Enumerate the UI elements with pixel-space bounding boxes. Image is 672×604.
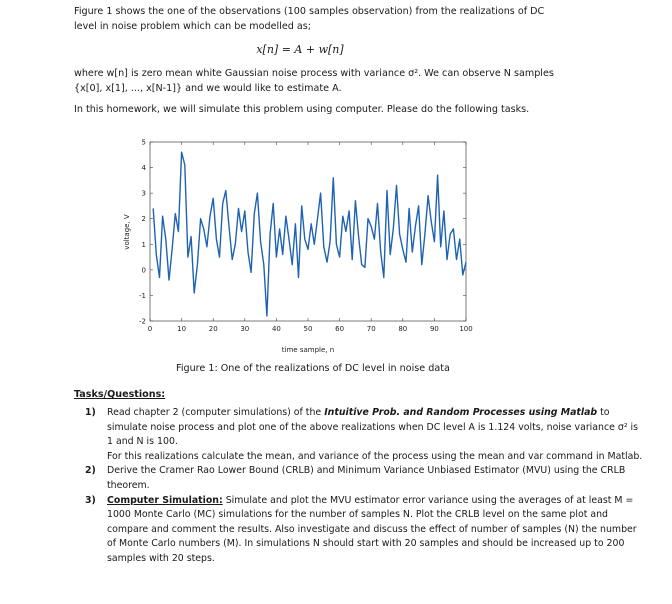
- task-3-label: Computer Simulation:: [107, 494, 223, 506]
- task-3-number: 3): [85, 494, 96, 506]
- data-point: [169, 280, 170, 281]
- x-tick-label: 50: [303, 325, 313, 333]
- data-point: [453, 229, 454, 230]
- data-point: [371, 226, 372, 227]
- data-point: [298, 277, 299, 278]
- y-tick-label: 3: [141, 189, 146, 198]
- data-point: [311, 224, 312, 225]
- data-point: [396, 185, 397, 186]
- data-point: [213, 198, 214, 199]
- x-tick-label: 40: [271, 325, 281, 333]
- task-1-text-c: For this realizations calculate the mean, and variance of the process using the mean and var command in Matlab.: [107, 450, 643, 462]
- data-point: [197, 264, 198, 265]
- data-point: [191, 236, 192, 237]
- data-point: [292, 264, 293, 265]
- task-1-text-a: Read chapter 2 (computer simulations) of the: [107, 407, 325, 418]
- data-point: [384, 277, 385, 278]
- task-list: [85, 406, 645, 567]
- data-point: [248, 252, 249, 253]
- data-point: [175, 213, 176, 214]
- data-point: [286, 216, 287, 217]
- task-1: [85, 406, 645, 464]
- data-point: [444, 211, 445, 212]
- data-point: [418, 206, 419, 207]
- x-tick-label: 60: [335, 325, 345, 333]
- data-point: [387, 190, 388, 191]
- y-tick-label: 0: [141, 266, 146, 275]
- data-point: [308, 249, 309, 250]
- data-point: [216, 239, 217, 240]
- data-point: [254, 213, 255, 214]
- data-point: [207, 247, 208, 248]
- task-1-text-b: to simulate noise process and plot one of the above realizations when DC level A is 1.124 volts, noise variance σ² is 1 and N is 100.: [107, 407, 639, 448]
- data-point: [295, 224, 296, 225]
- data-point: [260, 241, 261, 242]
- y-tick-label: 2: [141, 215, 146, 224]
- data-point: [327, 262, 328, 263]
- data-point: [222, 203, 223, 204]
- data-point: [437, 175, 438, 176]
- data-point: [320, 193, 321, 194]
- data-point: [235, 244, 236, 245]
- data-point: [314, 244, 315, 245]
- intro-line-3: where w[n] is zero mean white Gaussian noise process with variance σ². We can observe N samples: [74, 68, 554, 79]
- task-2: [85, 464, 645, 493]
- data-point: [459, 239, 460, 240]
- data-point: [450, 234, 451, 235]
- data-point: [355, 201, 356, 202]
- x-tick-label: 20: [208, 325, 218, 333]
- data-point: [406, 262, 407, 263]
- data-point: [403, 249, 404, 250]
- data-point: [368, 218, 369, 219]
- data-point: [440, 247, 441, 248]
- data-point: [301, 206, 302, 207]
- data-point: [156, 254, 157, 255]
- data-point: [159, 277, 160, 278]
- data-point: [166, 239, 167, 240]
- data-point: [466, 262, 467, 263]
- data-point: [374, 239, 375, 240]
- data-point: [339, 257, 340, 258]
- figure-1-chart: [118, 134, 478, 359]
- task-1-book-title: Intuitive Prob. and Random Processes using Matlab: [324, 407, 598, 418]
- data-point: [289, 239, 290, 240]
- data-point: [185, 165, 186, 166]
- data-point: [264, 264, 265, 265]
- intro-line-2: level in noise problem which can be modelled as;: [74, 21, 311, 32]
- data-point: [210, 216, 211, 217]
- data-point: [412, 252, 413, 253]
- data-point: [431, 221, 432, 222]
- data-point: [241, 231, 242, 232]
- data-point: [428, 195, 429, 196]
- data-point: [365, 267, 366, 268]
- data-point: [415, 226, 416, 227]
- data-point: [333, 178, 334, 179]
- data-point: [279, 229, 280, 230]
- y-tick-label: 5: [141, 138, 146, 147]
- data-point: [317, 218, 318, 219]
- data-point: [270, 234, 271, 235]
- data-point: [257, 193, 258, 194]
- data-point: [349, 211, 350, 212]
- data-point: [238, 208, 239, 209]
- data-point: [463, 275, 464, 276]
- data-point: [219, 257, 220, 258]
- data-point: [447, 259, 448, 260]
- data-point: [305, 239, 306, 240]
- task-2-text: Derive the Cramer Rao Lower Bound (CRLB) and Minimum Variance Unbiased Estimator (MVU) using the CRLB theorem.: [107, 465, 626, 491]
- task-3-text: Simulate and plot the MVU estimator error variance using the averages of at least M = 1000 Monte Carlo (MC) simulations for the number of samples N. Plot the CRLB level on the same plot and compare and comment the results. Also investigate and discuss the effect of number of samples (N) the number of Monte Carlo numbers (M). In simulations N should start with 20 samples and should be increased up to 200 samples with 20 steps.: [107, 494, 637, 564]
- data-point: [343, 216, 344, 217]
- data-point: [324, 247, 325, 248]
- tasks-heading: Tasks/Questions:: [74, 389, 166, 400]
- data-point: [276, 257, 277, 258]
- data-point: [425, 234, 426, 235]
- data-point: [273, 203, 274, 204]
- data-point: [399, 234, 400, 235]
- data-point: [346, 231, 347, 232]
- data-point: [282, 254, 283, 255]
- x-tick-label: 30: [240, 325, 250, 333]
- data-point: [330, 241, 331, 242]
- data-point: [336, 244, 337, 245]
- y-axis-label: voltage, V: [123, 214, 131, 250]
- data-point: [226, 190, 227, 191]
- x-tick-label: 0: [147, 325, 153, 333]
- data-point: [380, 252, 381, 253]
- y-tick-label: 4: [141, 164, 146, 173]
- data-point: [203, 229, 204, 230]
- data-point: [232, 259, 233, 260]
- task-1-number: 1): [85, 407, 96, 418]
- task-3: [85, 494, 645, 567]
- y-tick-label: -2: [139, 317, 146, 326]
- x-tick-label: 10: [177, 325, 187, 333]
- data-point: [361, 264, 362, 265]
- data-point: [251, 272, 252, 273]
- data-point: [434, 241, 435, 242]
- x-tick-label: 70: [366, 325, 376, 333]
- plot-area: [150, 142, 466, 321]
- data-point: [172, 249, 173, 250]
- intro-line-5: In this homework, we will simulate this problem using computer. Please do the following tasks.: [74, 104, 530, 115]
- data-point: [422, 264, 423, 265]
- data-point: [377, 203, 378, 204]
- y-tick-label: -1: [139, 291, 146, 300]
- data-point: [200, 218, 201, 219]
- data-point: [194, 293, 195, 294]
- task-2-number: 2): [85, 465, 96, 477]
- x-tick-label: 90: [429, 325, 439, 333]
- y-tick-label: 1: [141, 240, 146, 249]
- data-point: [352, 259, 353, 260]
- data-point: [181, 152, 182, 153]
- intro-line-1: Figure 1 shows the one of the observations (100 samples observation) from the realizations of DC: [74, 6, 545, 17]
- data-point: [162, 216, 163, 217]
- data-point: [456, 259, 457, 260]
- data-point: [229, 226, 230, 227]
- x-tick-label: 100: [459, 325, 473, 333]
- intro-line-4: {x[0], x[1], ..., x[N-1]} and we would like to estimate A.: [74, 83, 342, 94]
- data-point: [245, 211, 246, 212]
- data-point: [409, 208, 410, 209]
- data-point: [153, 208, 154, 209]
- data-point: [390, 254, 391, 255]
- data-point: [393, 229, 394, 230]
- data-point: [188, 257, 189, 258]
- data-point: [178, 231, 179, 232]
- figure-caption: Figure 1: One of the realizations of DC level in noise data: [176, 363, 450, 374]
- data-point: [358, 236, 359, 237]
- model-equation: x[n] = A + w[n]: [256, 43, 344, 56]
- data-point: [267, 316, 268, 317]
- x-axis-label: time sample, n: [281, 346, 335, 354]
- x-tick-label: 80: [398, 325, 408, 333]
